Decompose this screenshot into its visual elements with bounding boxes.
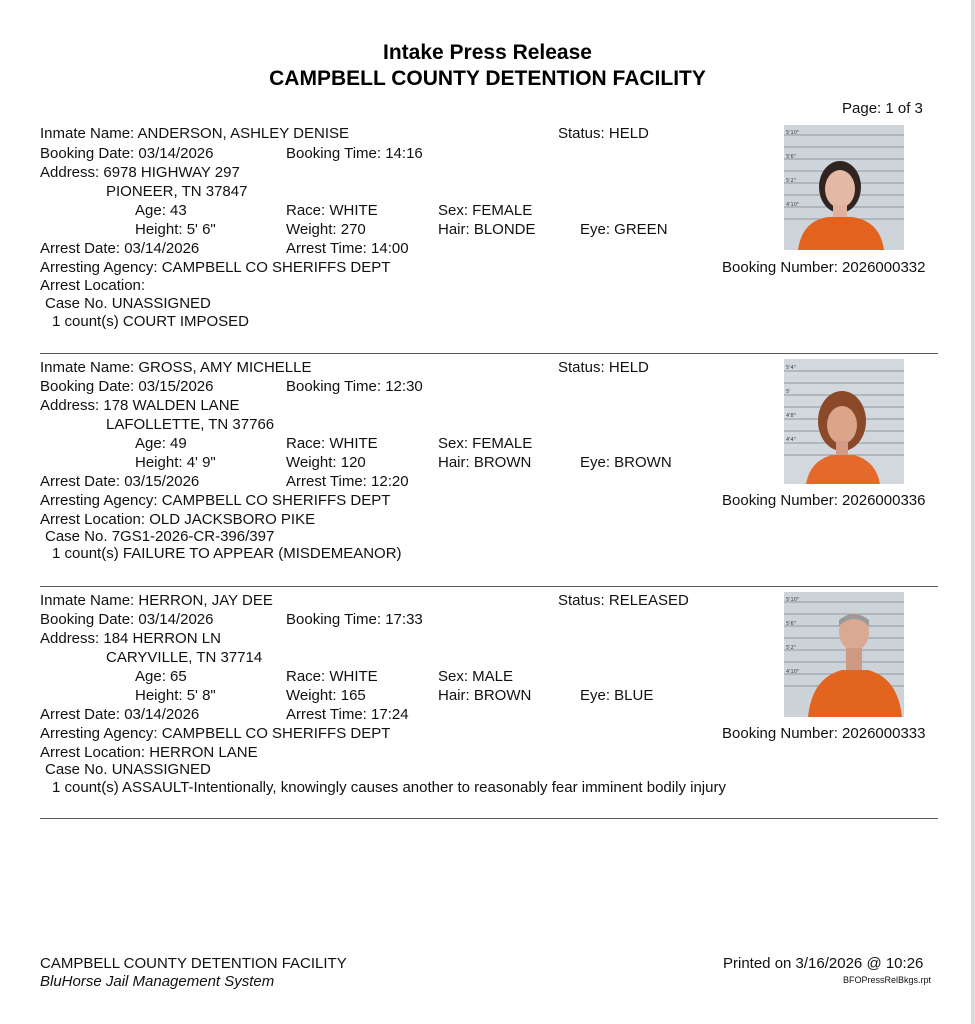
booking-time: Booking Time: 14:16 xyxy=(286,145,423,162)
page-number: Page: 1 of 3 xyxy=(842,100,923,117)
arrest-time: Arrest Time: 14:00 xyxy=(286,240,409,257)
address-line-1: Address: 184 HERRON LN xyxy=(40,630,221,647)
svg-text:5': 5' xyxy=(786,389,791,395)
race: Race: WHITE xyxy=(286,202,378,219)
svg-text:4'10": 4'10" xyxy=(786,202,800,208)
eye: Eye: BLUE xyxy=(580,687,654,704)
height: Height: 5' 6" xyxy=(135,221,216,238)
booking-time: Booking Time: 12:30 xyxy=(286,378,423,395)
arresting-agency: Arresting Agency: CAMPBELL CO SHERIFFS DEPT xyxy=(40,259,391,276)
booking-date: Booking Date: 03/15/2026 xyxy=(40,378,214,395)
charge: 1 count(s) FAILURE TO APPEAR (MISDEMEANOR) xyxy=(52,545,402,562)
weight: Weight: 120 xyxy=(286,454,366,471)
svg-text:4'4": 4'4" xyxy=(786,437,797,443)
address-line-1: Address: 6978 HIGHWAY 297 xyxy=(40,164,240,181)
height: Height: 5' 8" xyxy=(135,687,216,704)
hair: Hair: BLONDE xyxy=(438,221,536,238)
inmate-name: Inmate Name: ANDERSON, ASHLEY DENISE xyxy=(40,125,350,142)
arrest-location: Arrest Location: HERRON LANE xyxy=(40,744,258,761)
inmate-record xyxy=(0,125,975,355)
case-number: Case No. UNASSIGNED xyxy=(45,761,211,778)
inmate-name: Inmate Name: HERRON, JAY DEE xyxy=(40,592,273,609)
age: Age: 43 xyxy=(135,202,187,219)
race: Race: WHITE xyxy=(286,668,378,685)
sex: Sex: MALE xyxy=(438,668,514,685)
charge: 1 count(s) ASSAULT-Intentionally, knowingly causes another to reasonably fear imminent bodily injury xyxy=(52,779,726,796)
age: Age: 49 xyxy=(135,435,187,452)
facility-title: CAMPBELL COUNTY DETENTION FACILITY xyxy=(269,67,706,90)
booking-time: Booking Time: 17:33 xyxy=(286,611,423,628)
inmate-record xyxy=(0,592,975,822)
eye: Eye: BROWN xyxy=(580,454,672,471)
hair: Hair: BROWN xyxy=(438,454,532,471)
weight: Weight: 165 xyxy=(286,687,366,704)
case-number: Case No. 7GS1-2026-CR-396/397 xyxy=(45,528,275,545)
mugshot-photo xyxy=(784,592,904,717)
mugshot-photo xyxy=(784,359,904,484)
booking-date: Booking Date: 03/14/2026 xyxy=(40,145,214,162)
report-file-name: BFOPressRelBkgs.rpt xyxy=(843,975,932,985)
printed-on: Printed on 3/16/2026 @ 10:26 xyxy=(723,955,924,972)
inmate-status: Status: HELD xyxy=(558,359,649,376)
case-number: Case No. UNASSIGNED xyxy=(45,295,211,312)
inmate-status: Status: HELD xyxy=(558,125,649,142)
address-line-2: CARYVILLE, TN 37714 xyxy=(106,649,263,666)
inmate-record xyxy=(0,359,975,589)
arrest-date: Arrest Date: 03/15/2026 xyxy=(40,473,200,490)
arrest-date: Arrest Date: 03/14/2026 xyxy=(40,706,200,723)
address-line-2: LAFOLLETTE, TN 37766 xyxy=(106,416,275,433)
age: Age: 65 xyxy=(135,668,187,685)
svg-text:5'2": 5'2" xyxy=(786,645,797,651)
booking-number: Booking Number: 2026000332 xyxy=(722,259,926,276)
report-title: Intake Press Release xyxy=(383,41,592,64)
race: Race: WHITE xyxy=(286,435,378,452)
booking-number: Booking Number: 2026000333 xyxy=(722,725,926,742)
sex: Sex: FEMALE xyxy=(438,202,533,219)
height: Height: 4' 9" xyxy=(135,454,216,471)
arrest-time: Arrest Time: 17:24 xyxy=(286,706,409,723)
svg-text:5'10": 5'10" xyxy=(786,597,800,603)
svg-text:4'10": 4'10" xyxy=(786,669,800,675)
address-line-1: Address: 178 WALDEN LANE xyxy=(40,397,240,414)
svg-text:5'6": 5'6" xyxy=(786,621,797,627)
booking-number: Booking Number: 2026000336 xyxy=(722,492,926,509)
sex: Sex: FEMALE xyxy=(438,435,533,452)
footer-facility: CAMPBELL COUNTY DETENTION FACILITY xyxy=(40,955,347,972)
arrest-date: Arrest Date: 03/14/2026 xyxy=(40,240,200,257)
arresting-agency: Arresting Agency: CAMPBELL CO SHERIFFS DEPT xyxy=(40,725,391,742)
weight: Weight: 270 xyxy=(286,221,366,238)
charge: 1 count(s) COURT IMPOSED xyxy=(52,313,249,330)
eye: Eye: GREEN xyxy=(580,221,668,238)
booking-date: Booking Date: 03/14/2026 xyxy=(40,611,214,628)
record-divider xyxy=(40,818,938,819)
arrest-time: Arrest Time: 12:20 xyxy=(286,473,409,490)
arrest-location: Arrest Location: OLD JACKSBORO PIKE xyxy=(40,511,316,528)
svg-text:5'10": 5'10" xyxy=(786,130,800,136)
svg-text:4'8": 4'8" xyxy=(786,413,797,419)
arresting-agency: Arresting Agency: CAMPBELL CO SHERIFFS DEPT xyxy=(40,492,391,509)
hair: Hair: BROWN xyxy=(438,687,532,704)
record-divider xyxy=(40,586,938,587)
inmate-name: Inmate Name: GROSS, AMY MICHELLE xyxy=(40,359,312,376)
svg-text:5'2": 5'2" xyxy=(786,178,797,184)
svg-text:5'4": 5'4" xyxy=(786,365,797,371)
inmate-status: Status: RELEASED xyxy=(558,592,689,609)
mugshot-photo xyxy=(784,125,904,250)
svg-text:5'6": 5'6" xyxy=(786,154,797,160)
arrest-location: Arrest Location: xyxy=(40,277,146,294)
footer-system: BluHorse Jail Management System xyxy=(40,973,275,990)
record-divider xyxy=(40,353,938,354)
address-line-2: PIONEER, TN 37847 xyxy=(106,183,248,200)
